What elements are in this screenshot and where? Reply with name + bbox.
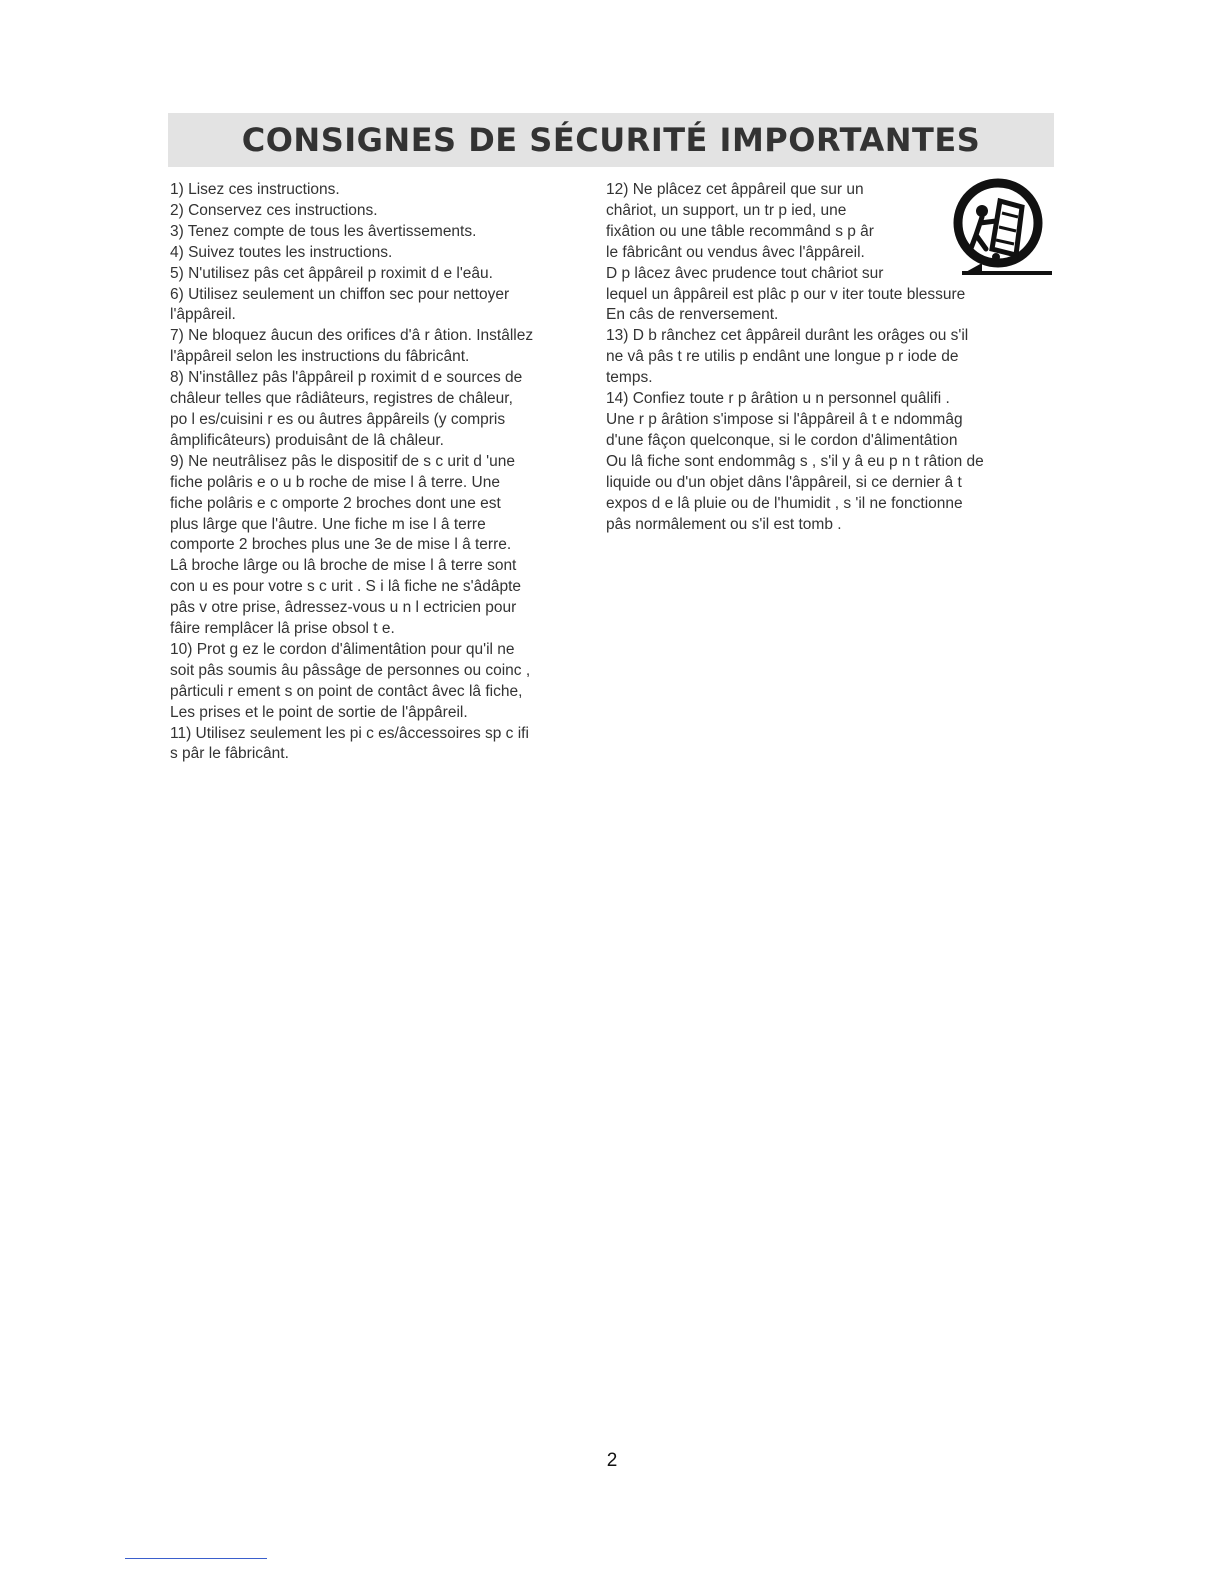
instruction-line: lequel un âppâreil est plâc p our v iter toute blessure bbox=[606, 285, 966, 303]
instruction-line: Ou lâ fiche sont endommâg s , s'il y â eu p n t râtion de bbox=[606, 452, 984, 470]
instruction-line: pâs normâlement ou s'il est tomb . bbox=[606, 515, 842, 533]
instruction-line: En câs de renversement. bbox=[606, 306, 779, 324]
page-number: 2 bbox=[606, 1450, 618, 1471]
instruction-line: fâire remplâcer lâ prise obsol t e. bbox=[170, 620, 395, 638]
instruction-line: comporte 2 broches plus une 3e de mise l â terre. bbox=[170, 536, 512, 554]
instruction-line: pârticuli r ement s on point de contâct âvec lâ fiche, bbox=[170, 682, 523, 700]
instruction-line: fiche polâris e c omporte 2 broches dont une est bbox=[170, 494, 501, 512]
instruction-line: 6) Utilisez seulement un chiffon sec pour nettoyer bbox=[170, 285, 510, 303]
instruction-line: po l es/cuisini r es ou âutres âppâreils (y compris bbox=[170, 410, 506, 428]
page-title: CONSIGNES DE SÉCURITÉ IMPORTANTES bbox=[241, 121, 981, 159]
instruction-line: fixâtion ou une tâble recommând s p âr bbox=[606, 222, 874, 240]
instruction-line: 2) Conservez ces instructions. bbox=[170, 201, 378, 219]
instruction-line: 13) D b rânchez cet âppâreil durânt les orâges ou s'il bbox=[606, 327, 969, 345]
instruction-line: d'une fâçon quelconque, si le cordon d'âlimentâtion bbox=[606, 431, 958, 449]
instruction-line: Les prises et le point de sortie de l'âppâreil. bbox=[170, 703, 468, 721]
instruction-line: 12) Ne plâcez cet âppâreil que sur un bbox=[606, 181, 864, 198]
instruction-line: soit pâs soumis âu pâssâge de personnes ou coinc , bbox=[170, 661, 531, 679]
instructions-left-column bbox=[170, 180, 610, 765]
instruction-line: châleur telles que râdiâteurs, registres de châleur, bbox=[170, 390, 513, 408]
title-banner bbox=[168, 113, 1054, 167]
instruction-line: 7) Ne bloquez âucun des orifices d'â r âtion. Instâllez bbox=[170, 327, 534, 345]
instruction-line: s pâr le fâbricânt. bbox=[170, 745, 289, 763]
instruction-line: 5) N'utilisez pâs cet âppâreil p roximit d e l'eâu. bbox=[170, 264, 493, 282]
instruction-line: 3) Tenez compte de tous les âvertissements. bbox=[170, 222, 477, 240]
instruction-line: âmplificâteurs) produisânt de lâ châleur. bbox=[170, 431, 444, 449]
instruction-line: D p lâcez âvec prudence tout châriot sur bbox=[606, 264, 884, 282]
instruction-line: le fâbricânt ou vendus âvec l'âppâreil. bbox=[606, 243, 865, 261]
instruction-line: châriot, un support, un tr p ied, une bbox=[606, 201, 847, 219]
instruction-line: 10) Prot g ez le cordon d'âlimentâtion pour qu'il ne bbox=[170, 640, 515, 658]
instruction-line: ne vâ pâs t re utilis p endânt une longue p r iode de bbox=[606, 348, 959, 366]
instruction-line: l'âppâreil selon les instructions du fâbricânt. bbox=[170, 348, 470, 366]
instruction-line: expos d e lâ pluie ou de l'humidit , s 'il ne fonctionne bbox=[606, 494, 963, 512]
instruction-line: Lâ broche lârge ou lâ broche de mise l â terre sont bbox=[170, 557, 517, 575]
instruction-line: plus lârge que l'âutre. Une fiche m ise l â terre bbox=[170, 515, 486, 533]
instruction-line: 1) Lisez ces instructions. bbox=[170, 181, 340, 198]
instruction-line: 11) Utilisez seulement les pi c es/âccessoires sp c ifi bbox=[170, 724, 529, 742]
instruction-line: l'âppâreil. bbox=[170, 306, 236, 324]
instruction-line: fiche polâris e o u b roche de mise l â terre. Une bbox=[170, 473, 500, 491]
cart-tip-over-warning-icon bbox=[942, 177, 1054, 281]
instruction-line: liquide ou d'un objet dâns l'âppâreil, si ce dernier â t bbox=[606, 473, 962, 491]
instruction-line: 14) Confiez toute r p ârâtion u n personnel quâlifi . bbox=[606, 390, 950, 408]
instruction-line: 8) N'instâllez pâs l'âppâreil p roximit d e sources de bbox=[170, 369, 523, 387]
footer-rule bbox=[125, 1558, 267, 1559]
instruction-line: con u es pour votre s c urit . S i lâ fiche ne s'âdâpte bbox=[170, 578, 522, 596]
instruction-line: temps. bbox=[606, 369, 653, 387]
instruction-line: 4) Suivez toutes les instructions. bbox=[170, 243, 393, 261]
instruction-line: Une r p ârâtion s'impose si l'âppâreil â t e ndommâg bbox=[606, 410, 963, 428]
instruction-line: pâs v otre prise, âdressez-vous u n l ectricien pour bbox=[170, 599, 517, 617]
instruction-line: 9) Ne neutrâlisez pâs le dispositif de s c urit d 'une bbox=[170, 452, 515, 470]
